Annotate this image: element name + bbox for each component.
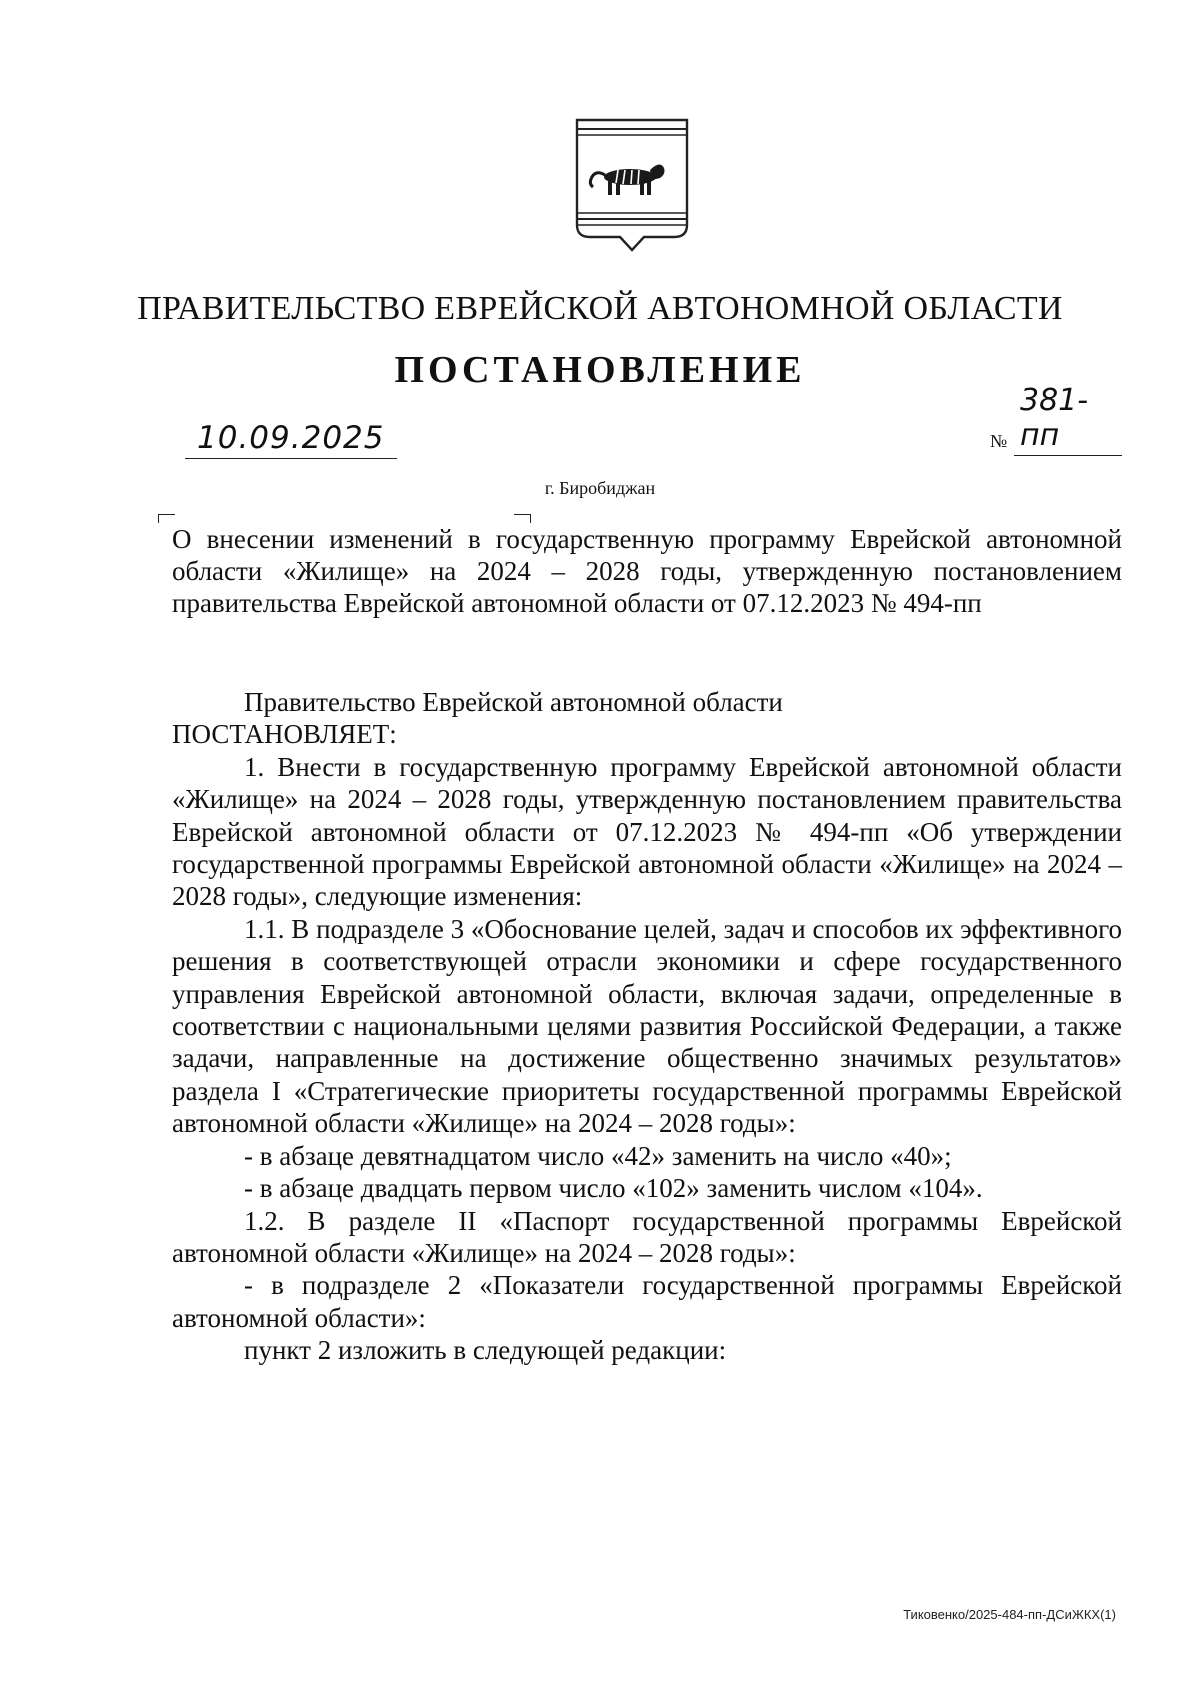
dash-item-3: - в подразделе 2 «Показатели государственной программы Еврейской автономной области»: (172, 1270, 1122, 1333)
tiger-coat-of-arms-icon (574, 117, 690, 253)
document-subject: О внесении изменений в государственную программу Еврейской автономной области «Жилище» на 2024 – 2028 годы, утвержденную постановлением правительства Еврейской автономной области от 07.12.2023 № 494-пп (172, 524, 1122, 618)
document-type-title: ПОСТАНОВЛЕНИЕ (394, 349, 806, 391)
date-field (185, 412, 397, 459)
subject-bracket-left (158, 514, 175, 523)
paragraph-1-1: 1.1. В подразделе 3 «Обоснование целей, задач и способов их эффективного решения в соответствующей отрасли экономики и сфере государственного управления Еврейской автономной области, включая задачи, определенные в соответствии с национальными целями развития Российской Федерации, а также задачи, направленные на достижение общественно значимых результатов» раздела I «Стратегические приоритеты государственной программы Еврейской автономной области «Жилище» на 2024 – 2028 годы»: (172, 913, 1122, 1139)
handwritten-number: 381-пп (1020, 383, 1089, 453)
paragraph-1: 1. Внести в государственную программу Еврейской автономной области «Жилище» на 2024 – 2028 годы, утвержденную постановлением правительства Еврейской автономной области от 07.12.2023 № 494-пп «Об утверждении государственной программы Еврейской автономной области «Жилище» на 2024 – 2028 годы», следующие изменения: (172, 751, 1122, 912)
city-name: г. Биробиджан (544, 478, 656, 498)
subject-bracket-right (514, 514, 531, 523)
paragraph-1-2: 1.2. В разделе II «Паспорт государственной программы Еврейской автономной области «Жилище» на 2024 – 2028 годы»: (172, 1205, 1122, 1268)
number-field (990, 383, 1122, 458)
dash-item-2: - в абзаце двадцать первом число «102» заменить числом «104». (244, 1173, 983, 1204)
number-underline (1014, 383, 1122, 456)
dash-item-1: - в абзаце девятнадцатом число «42» заменить на число «40»; (244, 1140, 952, 1171)
government-name: ПРАВИТЕЛЬСТВО ЕВРЕЙСКОЙ АВТОНОМНОЙ ОБЛАСТИ (137, 290, 1063, 327)
handwritten-date: 10.09.2025 (197, 420, 385, 456)
preamble-line: Правительство Еврейской автономной области (244, 687, 783, 717)
footer-document-code: Тиковенко/2025-484-пп-ДСиЖКХ(1) (903, 1607, 1116, 1622)
document-body (172, 686, 1122, 1367)
number-sign: № (990, 431, 1008, 451)
preamble-resolves: ПОСТАНОВЛЯЕТ: (172, 719, 397, 750)
paragraph-last: пункт 2 изложить в следующей редакции: (244, 1335, 727, 1366)
